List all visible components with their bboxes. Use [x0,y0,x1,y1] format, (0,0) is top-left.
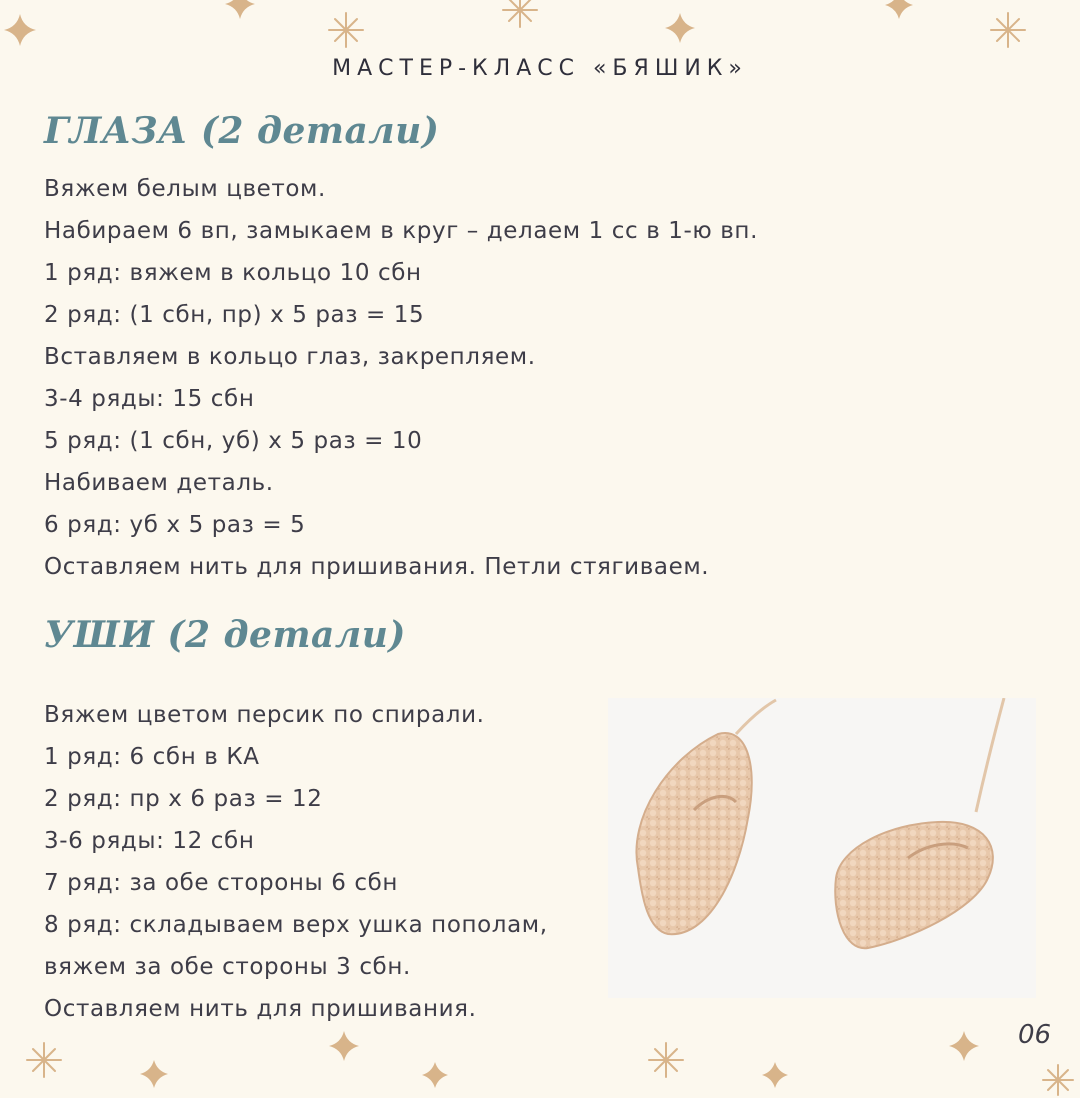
asterisk-star-icon [24,1040,64,1080]
crochet-ear-left [636,733,751,934]
asterisk-star-icon [1040,1062,1076,1098]
instruction-line: Вставляем в кольцо глаз, закрепляем. [44,344,536,370]
instruction-line: 7 ряд: за обе стороны 6 сбн [44,870,399,896]
instruction-line: Набираем 6 вп, замыкаем в круг – делаем 1 сс в 1-ю вп. [44,218,758,244]
eyes-section-title: ГЛАЗА (2 детали) [44,110,440,152]
sparkle-icon [0,10,40,50]
instruction-line: 8 ряд: складываем верх ушка пополам, [44,912,548,938]
crochet-ear-right [835,822,993,948]
instruction-line: 2 ряд: пр х 6 раз = 12 [44,786,323,812]
instruction-line: Оставляем нить для пришивания. [44,996,477,1022]
instruction-line: 2 ряд: (1 сбн, пр) х 5 раз = 15 [44,302,425,328]
asterisk-star-icon [988,10,1028,50]
instruction-line: 1 ряд: 6 сбн в КА [44,744,260,770]
sparkle-icon [420,1060,450,1090]
asterisk-star-icon [500,0,540,30]
instruction-line: 6 ряд: уб х 5 раз = 5 [44,512,306,538]
instruction-line: вяжем за обе стороны 3 сбн. [44,954,411,980]
instruction-line: Набиваем деталь. [44,470,274,496]
sparkle-icon [326,1028,362,1064]
sparkle-icon [222,0,258,22]
ears-instructions [44,694,548,1030]
asterisk-star-icon [326,10,366,50]
page-header: МАСТЕР-КЛАСС «БЯШИК» [332,56,748,81]
sparkle-icon [760,1060,790,1090]
instruction-line: 3-4 ряды: 15 сбн [44,386,255,412]
ears-section-title: УШИ (2 детали) [44,614,406,656]
page-number: 06 [1018,1020,1052,1050]
instruction-line: Вяжем цветом персик по спирали. [44,702,485,728]
eyes-instructions [44,168,758,588]
instruction-line: Вяжем белым цветом. [44,176,326,202]
asterisk-star-icon [646,1040,686,1080]
sparkle-icon [946,1028,982,1064]
ears-photo [608,698,1036,998]
sparkle-icon [662,10,698,46]
sparkle-icon [882,0,916,22]
instruction-line: Оставляем нить для пришивания. Петли стягиваем. [44,554,710,580]
instruction-line: 5 ряд: (1 сбн, уб) х 5 раз = 10 [44,428,423,454]
instruction-line: 3-6 ряды: 12 сбн [44,828,255,854]
instruction-line: 1 ряд: вяжем в кольцо 10 сбн [44,260,422,286]
sparkle-icon [138,1058,170,1090]
